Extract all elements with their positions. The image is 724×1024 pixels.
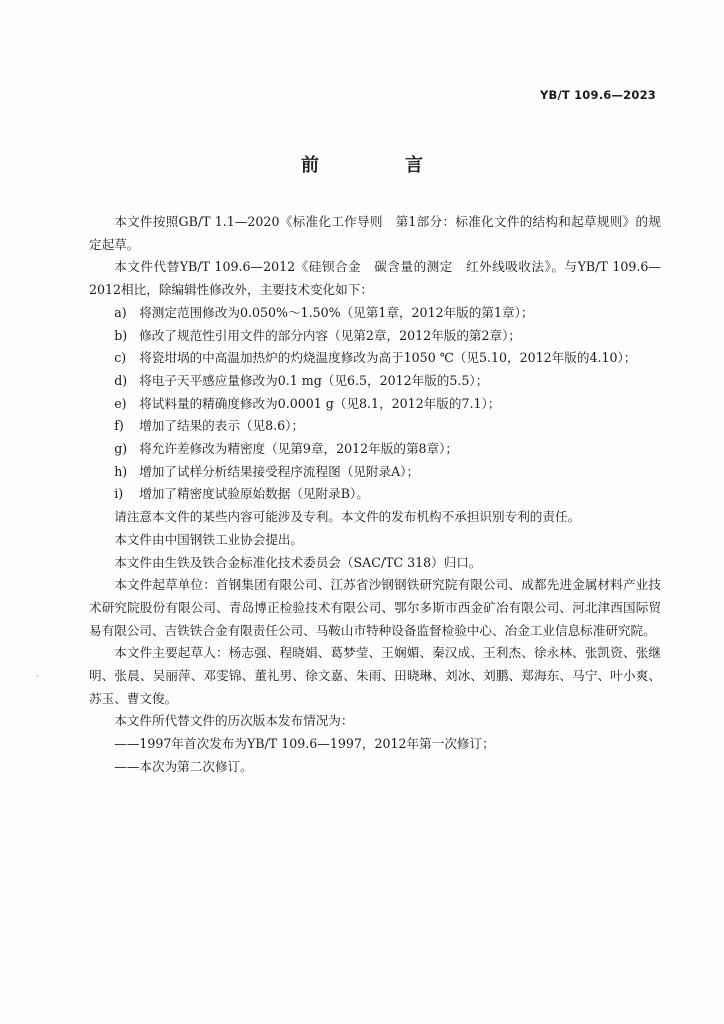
replacement-paragraph: 本文件代替YB/T 109.6—2012《硅钡合金 碳含量的测定 红外线吸收法》。与YB/T 109.6—2012相比，除编辑性修改外，主要技术变化如下： xyxy=(89,259,661,298)
list-marker: c) xyxy=(114,350,127,366)
list-marker: f) xyxy=(114,418,124,434)
list-marker: d) xyxy=(114,372,128,388)
list-item xyxy=(89,347,661,370)
list-marker: e) xyxy=(114,395,127,411)
list-item xyxy=(89,438,661,461)
list-text: 将测定范围修改为0.050%～1.50%（见第1章，2012年版的第1章）； xyxy=(139,304,534,320)
history-list xyxy=(89,733,661,778)
list-item xyxy=(89,483,661,506)
standard-code: YB/T 109.6—2023 xyxy=(539,88,656,102)
list-marker: a) xyxy=(114,304,127,320)
patent-notice: 请注意本文件的某些内容可能涉及专利。本文件的发布机构不承担识别专利的责任。 xyxy=(114,509,581,525)
committee-statement: 本文件由生铁及铁合金标准化技术委员会（SAC/TC 318）归口。 xyxy=(114,554,482,570)
list-marker: i) xyxy=(114,486,124,502)
scan-speck xyxy=(37,676,38,677)
list-item xyxy=(89,302,661,325)
list-text: 将电子天平感应量修改为0.1 mg（见6.5，2012年版的5.5）； xyxy=(139,372,489,388)
list-item xyxy=(89,461,661,484)
drafters: 本文件主要起草人：杨志强、程晓娟、葛梦莹、王娴媚、秦汉成、王利杰、徐永林、张凯资、张继明、张晨、吴丽萍、邓雯锦、董礼男、徐文嘉、朱雨、田晓琳、刘冰、刘鹏、郑海东、马宁、叶小爽、苏玉、曹文俊。 xyxy=(89,645,661,706)
changes-list xyxy=(89,302,661,506)
list-marker: h) xyxy=(114,463,128,479)
history-item: ——1997年首次发布为YB/T 109.6—1997，2012年第一次修订； xyxy=(114,736,495,752)
history-intro: 本文件所代替文件的历次版本发布情况为： xyxy=(114,713,354,729)
proposer-statement: 本文件由中国钢铁工业协会提出。 xyxy=(114,531,304,547)
section-title: 前 言 xyxy=(301,155,457,176)
list-text: 增加了试样分析结果接受程序流程图（见附录A）； xyxy=(139,463,420,479)
list-text: 将瓷坩埚的中高温加热炉的灼烧温度修改为高于1050 ℃（见5.10，2012年版的4.10）； xyxy=(139,350,637,366)
list-text: 修改了规范性引用文件的部分内容（见第2章，2012年版的第2章）； xyxy=(139,327,521,343)
list-item xyxy=(89,415,661,438)
list-text: 将试料量的精确度修改为0.0001 g（见8.1，2012年版的7.1）； xyxy=(139,395,501,411)
list-text: 将允许差修改为精密度（见第9章，2012年版的第8章）； xyxy=(139,441,459,457)
list-marker: g) xyxy=(114,441,128,457)
history-item: ——本次为第二次修订。 xyxy=(114,758,253,774)
drafting-units: 本文件起草单位：首钢集团有限公司、江苏省沙钢钢铁研究院有限公司、成都先进金属材料产业技术研究院股份有限公司、青岛博正检验技术有限公司、鄂尔多斯市西金矿冶有限公司、河北津西国际贸易有限公司、吉铁铁合金有限责任公司、马鞍山市特种设备监督检验中心、冶金工业信息标准研究院。 xyxy=(89,577,661,638)
list-item xyxy=(89,325,661,348)
body-text xyxy=(89,211,661,779)
list-text: 增加了精密度试验原始数据（见附录B）。 xyxy=(139,486,369,502)
list-marker: b) xyxy=(114,327,128,343)
list-text: 增加了结果的表示（见8.6）； xyxy=(139,418,305,434)
drafting-basis-paragraph: 本文件按照GB/T 1.1—2020《标准化工作导则 第1部分：标准化文件的结构和起草规则》的规定起草。 xyxy=(89,214,661,252)
list-item xyxy=(89,370,661,393)
list-item xyxy=(89,393,661,416)
